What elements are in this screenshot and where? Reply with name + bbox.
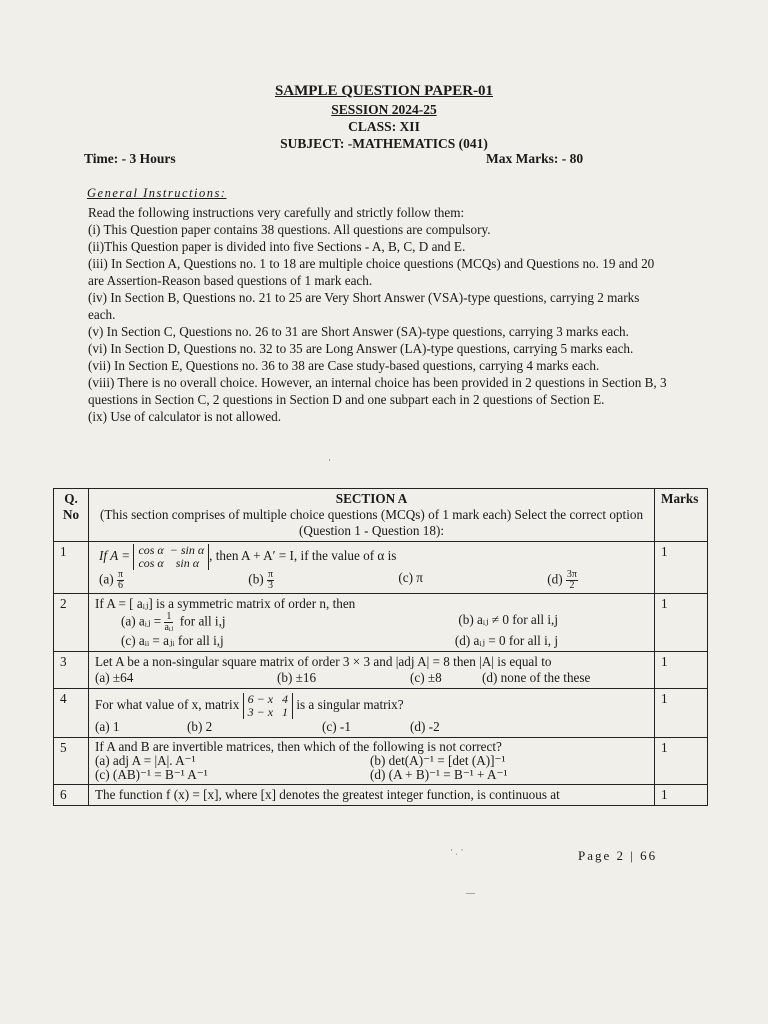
- question-marks: 1: [655, 594, 708, 652]
- question-number: 2: [54, 594, 89, 652]
- instructions-list: [88, 204, 668, 425]
- instruction-item: (v) In Section C, Questions no. 26 to 31 are Short Answer (SA)-type questions, carrying 3 marks each.: [88, 324, 629, 339]
- option-d: (d) (A + B)⁻¹ = B⁻¹ + A⁻¹: [370, 767, 508, 782]
- option-b: (b) aᵢⱼ ≠ 0 for all i,j: [458, 612, 558, 627]
- question-number: 4: [54, 689, 89, 738]
- instruction-item: (viii) There is no overall choice. However, an internal choice has been provided in 2 questions in Section B, 3 questions in Section C, 2 questions in Section D and one subpart each in 2 questions of Section E.: [88, 375, 667, 407]
- question-number: 5: [54, 738, 89, 785]
- instruction-item: (i) This Question paper contains 38 questions. All questions are compulsory.: [88, 222, 491, 237]
- option-d: (d) -2: [410, 719, 440, 734]
- question-stem: [99, 544, 648, 570]
- stem-tail: is a singular matrix?: [296, 697, 404, 713]
- instruction-item: (iv) In Section B, Questions no. 21 to 25 are Very Short Answer (VSA)-type questions, carrying 2 marks each.: [88, 290, 640, 322]
- question-marks: 1: [655, 652, 708, 689]
- question-stem: Let A be a non-singular square matrix of order 3 × 3 and |adj A| = 8 then |A| is equal to: [95, 654, 552, 669]
- option-c: (c) π: [398, 570, 423, 585]
- question-stem: The function f (x) = [x], where [x] denotes the greatest integer function, is continuous at: [95, 787, 560, 802]
- matrix: [243, 693, 293, 719]
- question-number: 6: [54, 785, 89, 806]
- option-b: (b) 2: [187, 719, 213, 734]
- table-row: [54, 594, 708, 652]
- option-c: (c) ±8: [410, 670, 442, 685]
- section-description: (This section comprises of multiple choice questions (MCQs) of 1 mark each) Select the correct option (Question 1 - Question 18):: [99, 507, 644, 538]
- question-number: 1: [54, 542, 89, 594]
- matrix-cell: cos α: [138, 543, 164, 557]
- instruction-item: (iii) In Section A, Questions no. 1 to 18 are multiple choice questions (MCQs) and Questions no. 19 and 20 are Assertion-Reason based questions of 1 mark each.: [88, 256, 655, 288]
- max-marks-label: Max Marks: - 80: [486, 151, 584, 166]
- option-d: (d) none of the these: [482, 670, 591, 685]
- table-row: [54, 689, 708, 738]
- marks-header: Marks: [655, 489, 708, 542]
- instruction-item: (ii)This Question paper is divided into five Sections - A, B, C, D and E.: [88, 239, 466, 254]
- option-c: (c) aᵢᵢ = aⱼᵢ for all i,j: [121, 633, 224, 648]
- paper-title: SAMPLE QUESTION PAPER-01: [274, 83, 494, 99]
- matrix-cell: 1: [282, 705, 289, 719]
- option-a: (a) adj A = |A|. A⁻¹: [95, 753, 196, 768]
- question-body: [89, 738, 655, 785]
- question-marks: 1: [655, 689, 708, 738]
- options-row: [95, 612, 648, 633]
- option-d: (d) aᵢⱼ = 0 for all i, j: [454, 633, 558, 648]
- question-body: [89, 594, 655, 652]
- class-label: CLASS: XII: [348, 119, 420, 134]
- questions-table: [53, 488, 708, 806]
- instruction-item: (vi) In Section D, Questions no. 32 to 35 are Long Answer (LA)-type questions, carrying 5 marks each.: [88, 341, 634, 356]
- page-number: Page 2 | 66: [578, 848, 658, 863]
- section-header: [89, 489, 655, 542]
- instruction-item: (vii) In Section E, Questions no. 36 to 38 are Case study-based questions, carrying 4 marks each.: [88, 358, 600, 373]
- instruction-item: (ix) Use of calculator is not allowed.: [88, 409, 281, 424]
- options-row: [99, 570, 648, 591]
- matrix-cell: sin α: [175, 556, 200, 570]
- table-row: [54, 738, 708, 785]
- table-row: [54, 542, 708, 594]
- scan-speck: ―: [466, 888, 475, 898]
- session-label: SESSION 2024-25: [331, 102, 437, 117]
- question-marks: 1: [655, 542, 708, 594]
- question-body: [89, 785, 655, 806]
- option-b: (b) ±16: [277, 670, 317, 685]
- matrix-cell: 4: [282, 692, 289, 706]
- option-c: (c) (AB)⁻¹ = B⁻¹ A⁻¹: [95, 767, 208, 782]
- option-a: (a) 1: [95, 719, 120, 734]
- question-number: 3: [54, 652, 89, 689]
- matrix-cell: − sin α: [169, 543, 205, 557]
- qno-header: Q. No: [54, 489, 89, 542]
- question-marks: 1: [655, 738, 708, 785]
- options-row: [95, 719, 648, 735]
- scan-speck: · ˌ ·: [450, 845, 464, 855]
- question-body: [89, 689, 655, 738]
- stem-lead: For what value of x, matrix: [95, 697, 240, 713]
- subject-label: SUBJECT: -MATHEMATICS (041): [280, 136, 488, 151]
- option-c: (c) -1: [322, 719, 351, 734]
- option-b: (b) $\frac{\pi}{3}$: [248, 569, 274, 591]
- stem-lead: If A =: [99, 548, 131, 564]
- question-stem: If A = [ aᵢⱼ] is a symmetric matrix of order n, then: [95, 596, 356, 611]
- scan-speck: ·: [328, 455, 331, 465]
- general-instructions-heading: General Instructions:: [87, 186, 227, 200]
- question-stem: [95, 693, 648, 719]
- table-row: [54, 652, 708, 689]
- matrix-cell: cos α: [138, 556, 164, 570]
- instruction-item: Read the following instructions very carefully and strictly follow them:: [88, 205, 465, 220]
- table-row: [54, 785, 708, 806]
- matrix: [133, 544, 209, 570]
- section-title: SECTION A: [335, 491, 408, 506]
- matrix-cell: 6 − x: [247, 692, 274, 706]
- options-row: [95, 768, 648, 782]
- option-d: (d) $\frac{3\pi}{2}$: [547, 569, 577, 591]
- options-row: [95, 633, 648, 649]
- option-b: (b) det(A)⁻¹ = [det (A)]⁻¹: [370, 753, 506, 768]
- time-label: Time: - 3 Hours: [84, 151, 176, 166]
- question-stem: If A and B are invertible matrices, then which of the following is not correct?: [95, 739, 502, 754]
- option-a: (a) ±64: [95, 670, 134, 685]
- option-a: (a) $\frac{\pi}{6}$: [99, 569, 123, 591]
- question-body: [89, 542, 655, 594]
- options-row: [95, 670, 648, 686]
- option-a: (a) aᵢⱼ = $\frac{1}{\text{aᵢⱼ}}$ for all i,j: [121, 611, 226, 633]
- question-marks: 1: [655, 785, 708, 806]
- question-body: [89, 652, 655, 689]
- table-header-row: [54, 489, 708, 542]
- stem-tail: , then A + A′ = I, if the value of α is: [209, 548, 397, 564]
- options-row: [95, 754, 648, 768]
- matrix-cell: 3 − x: [247, 705, 274, 719]
